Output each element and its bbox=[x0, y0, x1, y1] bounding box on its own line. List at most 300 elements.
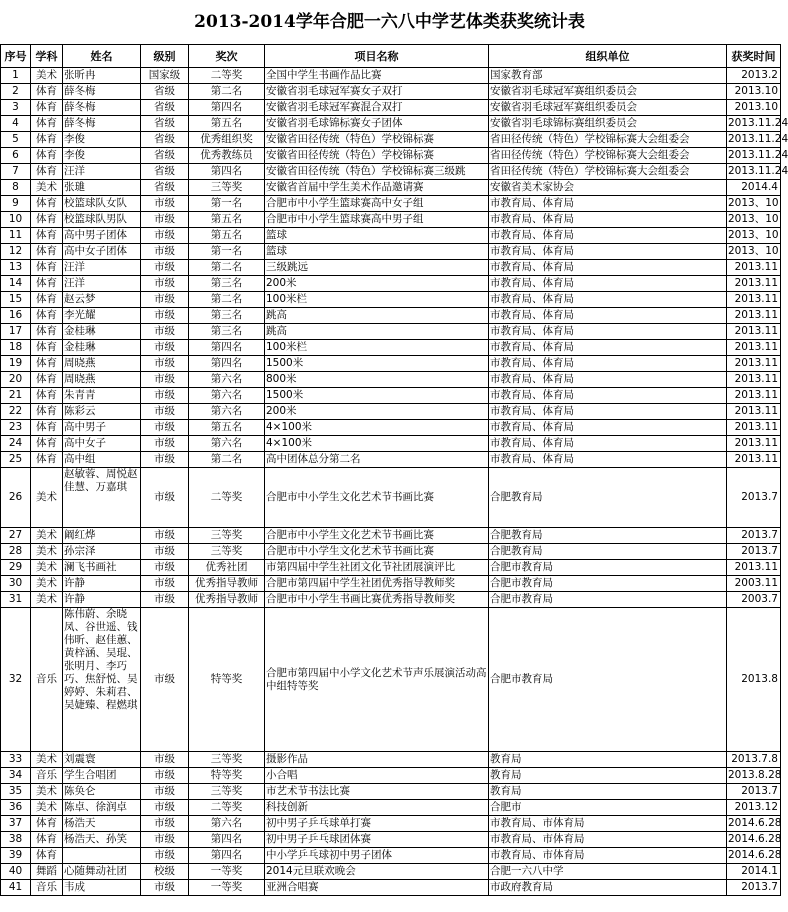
cell-award: 三等奖 bbox=[189, 544, 265, 560]
cell-date: 2013.11.24 bbox=[727, 164, 781, 180]
cell-project: 合肥市中小学生篮球赛高中女子组 bbox=[265, 196, 489, 212]
table-row bbox=[1, 436, 781, 452]
cell-subject: 体育 bbox=[31, 420, 63, 436]
cell-award: 三等奖 bbox=[189, 752, 265, 768]
cell-award: 特等奖 bbox=[189, 608, 265, 752]
cell-level: 市级 bbox=[141, 276, 189, 292]
cell-organizer: 国家教育部 bbox=[489, 68, 727, 84]
table-row bbox=[1, 452, 781, 468]
cell-award: 第四名 bbox=[189, 848, 265, 864]
cell-date: 2013.11 bbox=[727, 260, 781, 276]
cell-date: 2013、10 bbox=[727, 212, 781, 228]
cell-index: 26 bbox=[1, 468, 31, 528]
cell-date: 2013.11 bbox=[727, 276, 781, 292]
cell-organizer: 合肥市 bbox=[489, 800, 727, 816]
cell-subject: 音乐 bbox=[31, 768, 63, 784]
cell-date: 2014.6.28 bbox=[727, 848, 781, 864]
cell-project: 初中男子乒乓球单打赛 bbox=[265, 816, 489, 832]
cell-name: 校篮球队女队 bbox=[63, 196, 141, 212]
cell-index: 20 bbox=[1, 372, 31, 388]
header-name: 姓名 bbox=[63, 45, 141, 68]
cell-name: 张璡 bbox=[63, 180, 141, 196]
cell-name: 汪洋 bbox=[63, 260, 141, 276]
cell-name: 汪洋 bbox=[63, 164, 141, 180]
cell-name: 金桂琳 bbox=[63, 340, 141, 356]
table-row bbox=[1, 388, 781, 404]
cell-level: 市级 bbox=[141, 404, 189, 420]
cell-award: 第五名 bbox=[189, 228, 265, 244]
header-date: 获奖时间 bbox=[727, 45, 781, 68]
cell-date: 2013.11 bbox=[727, 356, 781, 372]
cell-index: 38 bbox=[1, 832, 31, 848]
cell-level: 市级 bbox=[141, 880, 189, 896]
cell-index: 13 bbox=[1, 260, 31, 276]
cell-level: 市级 bbox=[141, 592, 189, 608]
cell-date: 2013.12 bbox=[727, 800, 781, 816]
cell-project: 跳高 bbox=[265, 308, 489, 324]
cell-subject: 体育 bbox=[31, 260, 63, 276]
cell-index: 2 bbox=[1, 84, 31, 100]
cell-level: 市级 bbox=[141, 244, 189, 260]
cell-organizer: 合肥教育局 bbox=[489, 468, 727, 528]
table-row bbox=[1, 212, 781, 228]
cell-project: 中小学乒乓球初中男子团体 bbox=[265, 848, 489, 864]
cell-organizer: 合肥市教育局 bbox=[489, 560, 727, 576]
cell-subject: 体育 bbox=[31, 308, 63, 324]
table-row bbox=[1, 324, 781, 340]
cell-award: 第五名 bbox=[189, 116, 265, 132]
cell-project: 合肥市中小学生书画比赛优秀指导教师奖 bbox=[265, 592, 489, 608]
cell-index: 10 bbox=[1, 212, 31, 228]
cell-level: 校级 bbox=[141, 864, 189, 880]
table-row bbox=[1, 116, 781, 132]
cell-date: 2014.4 bbox=[727, 180, 781, 196]
cell-award: 二等奖 bbox=[189, 468, 265, 528]
cell-level: 市级 bbox=[141, 560, 189, 576]
cell-index: 30 bbox=[1, 576, 31, 592]
cell-award: 第四名 bbox=[189, 832, 265, 848]
cell-level: 省级 bbox=[141, 84, 189, 100]
cell-level: 市级 bbox=[141, 308, 189, 324]
cell-index: 27 bbox=[1, 528, 31, 544]
cell-project: 安徽省田径传统（特色）学校锦标赛 bbox=[265, 132, 489, 148]
cell-index: 9 bbox=[1, 196, 31, 212]
cell-subject: 美术 bbox=[31, 68, 63, 84]
cell-award: 第二名 bbox=[189, 84, 265, 100]
cell-name: 心随舞动社团 bbox=[63, 864, 141, 880]
cell-subject: 体育 bbox=[31, 100, 63, 116]
cell-index: 36 bbox=[1, 800, 31, 816]
cell-subject: 美术 bbox=[31, 784, 63, 800]
cell-award: 一等奖 bbox=[189, 864, 265, 880]
cell-date: 2014.6.28 bbox=[727, 816, 781, 832]
cell-date: 2013、10 bbox=[727, 244, 781, 260]
table-row bbox=[1, 244, 781, 260]
cell-index: 3 bbox=[1, 100, 31, 116]
cell-subject: 体育 bbox=[31, 816, 63, 832]
table-row bbox=[1, 404, 781, 420]
cell-organizer: 合肥市教育局 bbox=[489, 608, 727, 752]
cell-level: 市级 bbox=[141, 388, 189, 404]
cell-subject: 体育 bbox=[31, 436, 63, 452]
cell-subject: 美术 bbox=[31, 468, 63, 528]
cell-award: 第六名 bbox=[189, 372, 265, 388]
cell-index: 25 bbox=[1, 452, 31, 468]
cell-organizer: 省田径传统（特色）学校锦标赛大会组委会 bbox=[489, 148, 727, 164]
cell-project: 4×100米 bbox=[265, 420, 489, 436]
cell-project: 200米 bbox=[265, 276, 489, 292]
cell-level: 市级 bbox=[141, 800, 189, 816]
cell-award: 第三名 bbox=[189, 276, 265, 292]
cell-award: 第五名 bbox=[189, 212, 265, 228]
cell-project: 800米 bbox=[265, 372, 489, 388]
cell-subject: 体育 bbox=[31, 848, 63, 864]
cell-subject: 体育 bbox=[31, 356, 63, 372]
cell-level: 市级 bbox=[141, 292, 189, 308]
cell-subject: 体育 bbox=[31, 84, 63, 100]
cell-date: 2013.10 bbox=[727, 84, 781, 100]
cell-level: 省级 bbox=[141, 116, 189, 132]
table-row bbox=[1, 292, 781, 308]
cell-award: 一等奖 bbox=[189, 880, 265, 896]
cell-date: 2014.1 bbox=[727, 864, 781, 880]
cell-subject: 美术 bbox=[31, 544, 63, 560]
cell-name: 汪洋 bbox=[63, 276, 141, 292]
table-row bbox=[1, 864, 781, 880]
cell-date: 2013.8 bbox=[727, 608, 781, 752]
cell-organizer: 安徽省美术家协会 bbox=[489, 180, 727, 196]
cell-name: 许静 bbox=[63, 592, 141, 608]
cell-name: 刘震寰 bbox=[63, 752, 141, 768]
cell-level: 市级 bbox=[141, 544, 189, 560]
table-row bbox=[1, 228, 781, 244]
cell-date: 2014.6.28 bbox=[727, 832, 781, 848]
cell-award: 三等奖 bbox=[189, 180, 265, 196]
sheet-title: 2013-2014学年合肥一六八中学艺体类获奖统计表 bbox=[194, 12, 585, 32]
cell-index: 29 bbox=[1, 560, 31, 576]
cell-subject: 音乐 bbox=[31, 608, 63, 752]
cell-organizer: 市教育局、体育局 bbox=[489, 228, 727, 244]
cell-project: 安徽省田径传统（特色）学校锦标赛 bbox=[265, 148, 489, 164]
cell-name: 澜飞书画社 bbox=[63, 560, 141, 576]
cell-date: 2013.7 bbox=[727, 784, 781, 800]
cell-award: 优秀组织奖 bbox=[189, 132, 265, 148]
cell-subject: 体育 bbox=[31, 292, 63, 308]
cell-subject: 体育 bbox=[31, 324, 63, 340]
cell-date: 2013.11 bbox=[727, 388, 781, 404]
cell-subject: 美术 bbox=[31, 560, 63, 576]
cell-project: 100米栏 bbox=[265, 340, 489, 356]
cell-subject: 体育 bbox=[31, 132, 63, 148]
cell-level: 市级 bbox=[141, 468, 189, 528]
cell-subject: 体育 bbox=[31, 340, 63, 356]
cell-organizer: 省田径传统（特色）学校锦标赛大会组委会 bbox=[489, 164, 727, 180]
cell-project: 科技创新 bbox=[265, 800, 489, 816]
cell-index: 40 bbox=[1, 864, 31, 880]
table-row bbox=[1, 784, 781, 800]
cell-name: 阚红烨 bbox=[63, 528, 141, 544]
cell-organizer: 安徽省羽毛球冠军赛组织委员会 bbox=[489, 100, 727, 116]
cell-level: 市级 bbox=[141, 356, 189, 372]
cell-project: 合肥市中小学生文化艺术节书画比赛 bbox=[265, 544, 489, 560]
header-award: 奖次 bbox=[189, 45, 265, 68]
cell-award: 第四名 bbox=[189, 164, 265, 180]
cell-subject: 音乐 bbox=[31, 880, 63, 896]
table-row bbox=[1, 468, 781, 528]
cell-index: 19 bbox=[1, 356, 31, 372]
cell-organizer: 市教育局、体育局 bbox=[489, 436, 727, 452]
cell-date: 2003.11 bbox=[727, 576, 781, 592]
cell-date: 2003.7 bbox=[727, 592, 781, 608]
cell-award: 第六名 bbox=[189, 404, 265, 420]
cell-project: 亚洲合唱赛 bbox=[265, 880, 489, 896]
cell-award: 第一名 bbox=[189, 244, 265, 260]
cell-project: 合肥市中小学生文化艺术节书画比赛 bbox=[265, 468, 489, 528]
cell-award: 第四名 bbox=[189, 356, 265, 372]
header-row bbox=[1, 45, 781, 68]
cell-index: 1 bbox=[1, 68, 31, 84]
cell-project: 合肥市中小学生篮球赛高中男子组 bbox=[265, 212, 489, 228]
cell-subject: 美术 bbox=[31, 576, 63, 592]
cell-date: 2013.11 bbox=[727, 420, 781, 436]
cell-index: 4 bbox=[1, 116, 31, 132]
cell-award: 三等奖 bbox=[189, 784, 265, 800]
cell-level: 市级 bbox=[141, 784, 189, 800]
cell-date: 2013、10 bbox=[727, 196, 781, 212]
cell-level: 市级 bbox=[141, 260, 189, 276]
cell-project: 全国中学生书画作品比赛 bbox=[265, 68, 489, 84]
cell-level: 市级 bbox=[141, 752, 189, 768]
cell-organizer: 市教育局、体育局 bbox=[489, 260, 727, 276]
cell-name: 薛冬梅 bbox=[63, 100, 141, 116]
cell-name: 李光耀 bbox=[63, 308, 141, 324]
cell-project: 市艺术节书法比赛 bbox=[265, 784, 489, 800]
cell-date: 2013.11 bbox=[727, 324, 781, 340]
cell-name: 张昕冉 bbox=[63, 68, 141, 84]
cell-award: 第五名 bbox=[189, 420, 265, 436]
cell-award: 第三名 bbox=[189, 324, 265, 340]
cell-name: 赵敏蓉、周悦赵佳慧、万嘉琪 bbox=[63, 468, 141, 528]
cell-organizer: 合肥一六八中学 bbox=[489, 864, 727, 880]
cell-index: 37 bbox=[1, 816, 31, 832]
cell-subject: 体育 bbox=[31, 244, 63, 260]
cell-level: 市级 bbox=[141, 340, 189, 356]
cell-index: 7 bbox=[1, 164, 31, 180]
table-row bbox=[1, 832, 781, 848]
cell-organizer: 市教育局、市体育局 bbox=[489, 816, 727, 832]
cell-organizer: 市教育局、体育局 bbox=[489, 292, 727, 308]
cell-project: 市第四届中学生社团文化节社团展演评比 bbox=[265, 560, 489, 576]
cell-name: 陈彩云 bbox=[63, 404, 141, 420]
cell-level: 市级 bbox=[141, 420, 189, 436]
table-row bbox=[1, 196, 781, 212]
cell-subject: 体育 bbox=[31, 148, 63, 164]
cell-organizer: 市教育局、体育局 bbox=[489, 356, 727, 372]
cell-subject: 体育 bbox=[31, 196, 63, 212]
cell-award: 优秀指导教师 bbox=[189, 592, 265, 608]
cell-level: 国家级 bbox=[141, 68, 189, 84]
cell-subject: 体育 bbox=[31, 116, 63, 132]
cell-project: 100米栏 bbox=[265, 292, 489, 308]
header-subject: 学科 bbox=[31, 45, 63, 68]
cell-subject: 体育 bbox=[31, 372, 63, 388]
cell-name: 杨浩天 bbox=[63, 816, 141, 832]
cell-index: 39 bbox=[1, 848, 31, 864]
cell-index: 15 bbox=[1, 292, 31, 308]
cell-name: 许静 bbox=[63, 576, 141, 592]
cell-index: 8 bbox=[1, 180, 31, 196]
cell-project: 安徽省羽毛球冠军赛混合双打 bbox=[265, 100, 489, 116]
cell-level: 市级 bbox=[141, 608, 189, 752]
cell-award: 第六名 bbox=[189, 388, 265, 404]
cell-award: 第四名 bbox=[189, 100, 265, 116]
table-row bbox=[1, 180, 781, 196]
cell-subject: 体育 bbox=[31, 832, 63, 848]
cell-name: 高中女子团体 bbox=[63, 244, 141, 260]
table-row bbox=[1, 340, 781, 356]
cell-project: 篮球 bbox=[265, 244, 489, 260]
cell-organizer: 市教育局、体育局 bbox=[489, 452, 727, 468]
cell-index: 17 bbox=[1, 324, 31, 340]
cell-index: 14 bbox=[1, 276, 31, 292]
cell-index: 32 bbox=[1, 608, 31, 752]
cell-level: 省级 bbox=[141, 164, 189, 180]
cell-level: 市级 bbox=[141, 848, 189, 864]
cell-award: 第四名 bbox=[189, 340, 265, 356]
cell-subject: 体育 bbox=[31, 452, 63, 468]
cell-name bbox=[63, 848, 141, 864]
cell-name: 陈奂仑 bbox=[63, 784, 141, 800]
cell-subject: 美术 bbox=[31, 180, 63, 196]
cell-organizer: 安徽省羽毛球冠军赛组织委员会 bbox=[489, 84, 727, 100]
cell-organizer: 市教育局、体育局 bbox=[489, 244, 727, 260]
cell-subject: 美术 bbox=[31, 800, 63, 816]
table-row bbox=[1, 800, 781, 816]
cell-organizer: 合肥市教育局 bbox=[489, 576, 727, 592]
cell-project: 合肥市第四届中小学文化艺术节声乐展演活动高中组特等奖 bbox=[265, 608, 489, 752]
cell-index: 5 bbox=[1, 132, 31, 148]
cell-project: 安徽省羽毛球冠军赛女子双打 bbox=[265, 84, 489, 100]
cell-index: 24 bbox=[1, 436, 31, 452]
table-row bbox=[1, 848, 781, 864]
cell-organizer: 市教育局、体育局 bbox=[489, 340, 727, 356]
cell-name: 周晓燕 bbox=[63, 356, 141, 372]
cell-project: 合肥市中小学生文化艺术节书画比赛 bbox=[265, 528, 489, 544]
cell-level: 市级 bbox=[141, 436, 189, 452]
cell-award: 第六名 bbox=[189, 436, 265, 452]
cell-subject: 体育 bbox=[31, 164, 63, 180]
cell-name: 高中男子 bbox=[63, 420, 141, 436]
cell-organizer: 市教育局、体育局 bbox=[489, 324, 727, 340]
cell-date: 2013.11 bbox=[727, 560, 781, 576]
cell-index: 41 bbox=[1, 880, 31, 896]
cell-name: 学生合唱团 bbox=[63, 768, 141, 784]
cell-date: 2013.10 bbox=[727, 100, 781, 116]
cell-project: 安徽省首届中学生美术作品邀请赛 bbox=[265, 180, 489, 196]
cell-level: 省级 bbox=[141, 180, 189, 196]
cell-organizer: 安徽省羽毛球锦标赛组织委员会 bbox=[489, 116, 727, 132]
cell-date: 2013.7.8 bbox=[727, 752, 781, 768]
cell-project: 跳高 bbox=[265, 324, 489, 340]
header-level: 级别 bbox=[141, 45, 189, 68]
table-row bbox=[1, 816, 781, 832]
cell-project: 2014元旦联欢晚会 bbox=[265, 864, 489, 880]
cell-level: 市级 bbox=[141, 576, 189, 592]
header-index: 序号 bbox=[1, 45, 31, 68]
cell-index: 12 bbox=[1, 244, 31, 260]
cell-organizer: 市教育局、市体育局 bbox=[489, 848, 727, 864]
cell-date: 2013.11 bbox=[727, 372, 781, 388]
cell-index: 11 bbox=[1, 228, 31, 244]
cell-project: 初中男子乒乓球团体赛 bbox=[265, 832, 489, 848]
cell-name: 朱青青 bbox=[63, 388, 141, 404]
cell-subject: 体育 bbox=[31, 276, 63, 292]
awards-table bbox=[0, 44, 788, 896]
cell-name: 高中组 bbox=[63, 452, 141, 468]
table-row bbox=[1, 308, 781, 324]
cell-index: 6 bbox=[1, 148, 31, 164]
cell-date: 2013.11.24 bbox=[727, 116, 781, 132]
cell-organizer: 教育局 bbox=[489, 768, 727, 784]
cell-date: 2013.11 bbox=[727, 308, 781, 324]
cell-index: 21 bbox=[1, 388, 31, 404]
table-row bbox=[1, 752, 781, 768]
cell-index: 18 bbox=[1, 340, 31, 356]
cell-organizer: 市教育局、体育局 bbox=[489, 276, 727, 292]
cell-level: 市级 bbox=[141, 816, 189, 832]
cell-level: 省级 bbox=[141, 100, 189, 116]
cell-date: 2013.11.24 bbox=[727, 132, 781, 148]
cell-date: 2013.11 bbox=[727, 340, 781, 356]
table-row bbox=[1, 880, 781, 896]
cell-index: 16 bbox=[1, 308, 31, 324]
cell-organizer: 省田径传统（特色）学校锦标赛大会组委会 bbox=[489, 132, 727, 148]
header-project: 项目名称 bbox=[265, 45, 489, 68]
cell-organizer: 市教育局、体育局 bbox=[489, 404, 727, 420]
cell-award: 三等奖 bbox=[189, 528, 265, 544]
cell-index: 35 bbox=[1, 784, 31, 800]
cell-name: 赵云梦 bbox=[63, 292, 141, 308]
table-row bbox=[1, 84, 781, 100]
cell-level: 市级 bbox=[141, 196, 189, 212]
cell-date: 2013.7 bbox=[727, 528, 781, 544]
cell-name: 陈卓、徐润卓 bbox=[63, 800, 141, 816]
cell-organizer: 市教育局、体育局 bbox=[489, 372, 727, 388]
cell-project: 安徽省田径传统（特色）学校锦标赛三级跳 bbox=[265, 164, 489, 180]
cell-date: 2013.2 bbox=[727, 68, 781, 84]
cell-organizer: 市教育局、体育局 bbox=[489, 420, 727, 436]
cell-index: 23 bbox=[1, 420, 31, 436]
cell-level: 市级 bbox=[141, 768, 189, 784]
cell-name: 校篮球队男队 bbox=[63, 212, 141, 228]
cell-subject: 美术 bbox=[31, 528, 63, 544]
cell-subject: 美术 bbox=[31, 592, 63, 608]
cell-organizer: 市教育局、市体育局 bbox=[489, 832, 727, 848]
cell-name: 李俊 bbox=[63, 148, 141, 164]
cell-name: 李俊 bbox=[63, 132, 141, 148]
cell-project: 篮球 bbox=[265, 228, 489, 244]
cell-name: 杨浩天、孙笑 bbox=[63, 832, 141, 848]
cell-award: 第二名 bbox=[189, 260, 265, 276]
table-row bbox=[1, 528, 781, 544]
table-row bbox=[1, 560, 781, 576]
cell-award: 第二名 bbox=[189, 452, 265, 468]
cell-subject: 舞蹈 bbox=[31, 864, 63, 880]
cell-organizer: 合肥教育局 bbox=[489, 528, 727, 544]
cell-project: 三级跳远 bbox=[265, 260, 489, 276]
cell-index: 34 bbox=[1, 768, 31, 784]
cell-index: 31 bbox=[1, 592, 31, 608]
